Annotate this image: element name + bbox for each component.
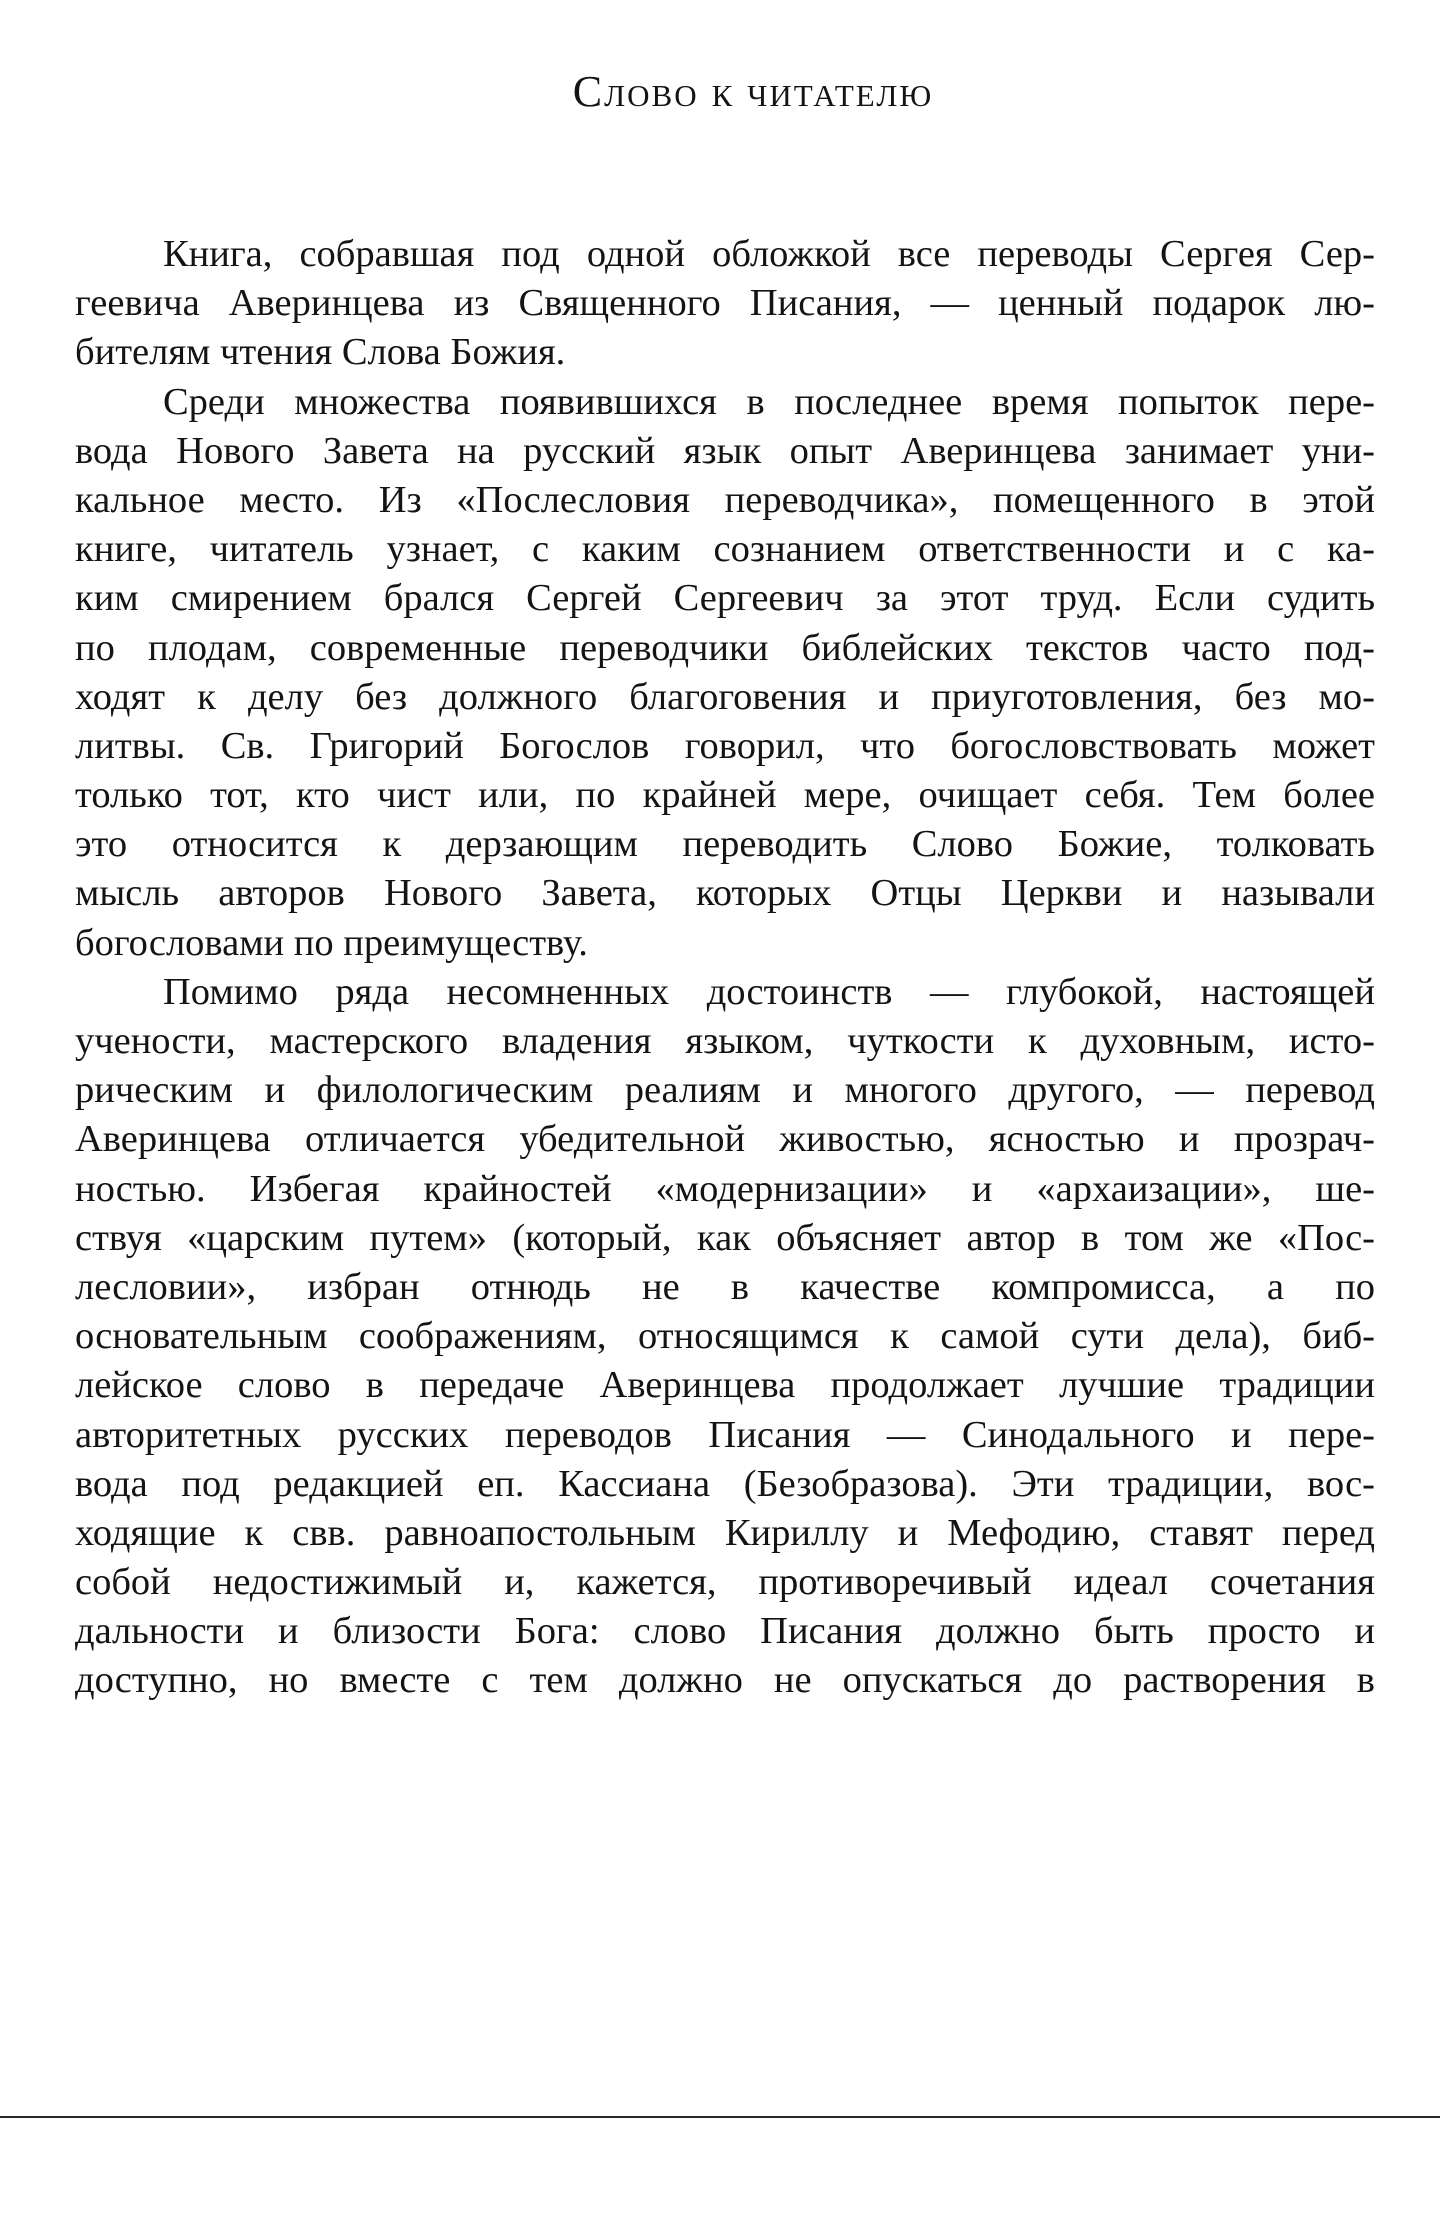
page-bottom-rule xyxy=(0,2116,1440,2118)
text-line: Помимо ряда несомненных достоинств — глубокой, настоящей xyxy=(163,970,1375,1013)
text-line: авторитетных русских переводов Писания — Синодального и пере- xyxy=(75,1413,1375,1456)
text-line: собой недостижимый и, кажется, противоречивый идеал сочетания xyxy=(75,1561,1375,1604)
text-line: Книга, собравшая под одной обложкой все переводы Сергея Сер- xyxy=(163,233,1375,275)
text-line: Среди множества появившихся в последнее время попыток пере- xyxy=(163,380,1375,423)
text-line: ходящие к свв. равноапостольным Кириллу и Мефодию, ставят перед xyxy=(75,1511,1375,1554)
text-line: богословами по преимуществу. xyxy=(75,921,588,964)
text-line: основательным соображениям, относящимся к самой сути дела), биб- xyxy=(75,1315,1375,1358)
text-line: геевича Аверинцева из Священного Писания, — ценный подарок лю- xyxy=(75,282,1375,325)
text-line: учености, мастерского владения языком, чуткости к духовным, исто- xyxy=(75,1020,1375,1062)
text-line: вода Нового Завета на русский язык опыт Аверинцева занимает уни- xyxy=(75,429,1375,472)
text-line: вода под редакцией еп. Кассиана (Безобразова). Эти традиции, вос- xyxy=(75,1462,1375,1505)
page-title: Слово к читателю xyxy=(572,67,934,116)
text-line: только тот, кто чист или, по крайней мере, очищает себя. Тем более xyxy=(75,774,1375,817)
text-line: мысль авторов Нового Завета, которых Отцы Церкви и называли xyxy=(75,872,1375,915)
text-line: лейское слово в передаче Аверинцева продолжает лучшие традиции xyxy=(75,1364,1375,1407)
body-text xyxy=(75,230,1375,1706)
text-line: дальности и близости Бога: слово Писания должно быть просто и xyxy=(75,1610,1375,1653)
text-line: ствуя «царским путем» (который, как объясняет автор в том же «Пос- xyxy=(75,1216,1375,1259)
text-line: бителям чтения Слова Божия. xyxy=(75,331,566,374)
text-line: кальное место. Из «Послесловия переводчика», помещенного в этой xyxy=(75,478,1375,521)
text-line: лесловии», избран отнюдь не в качестве компромисса, а по xyxy=(75,1265,1375,1308)
text-line: литвы. Св. Григорий Богослов говорил, что богословствовать может xyxy=(75,724,1375,767)
text-line: рическим и филологическим реалиям и многого другого, — перевод xyxy=(75,1069,1375,1112)
text-line: ходят к делу без должного благоговения и приуготовления, без мо- xyxy=(75,675,1375,718)
text-line: книге, читатель узнает, с каким сознанием ответственности и с ка- xyxy=(75,528,1375,571)
text-line: по плодам, современные переводчики библейских текстов часто под- xyxy=(75,626,1375,669)
text-line: доступно, но вместе с тем должно не опускаться до растворения в xyxy=(75,1659,1375,1702)
text-line: Аверинцева отличается убедительной живостью, ясностью и прозрач- xyxy=(75,1118,1375,1161)
text-line: ким смирением брался Сергей Сергеевич за этот труд. Если судить xyxy=(75,577,1375,620)
text-line: это относится к дерзающим переводить Слово Божие, толковать xyxy=(75,823,1375,866)
text-line: ностью. Избегая крайностей «модернизации» и «архаизации», ше- xyxy=(75,1167,1375,1210)
